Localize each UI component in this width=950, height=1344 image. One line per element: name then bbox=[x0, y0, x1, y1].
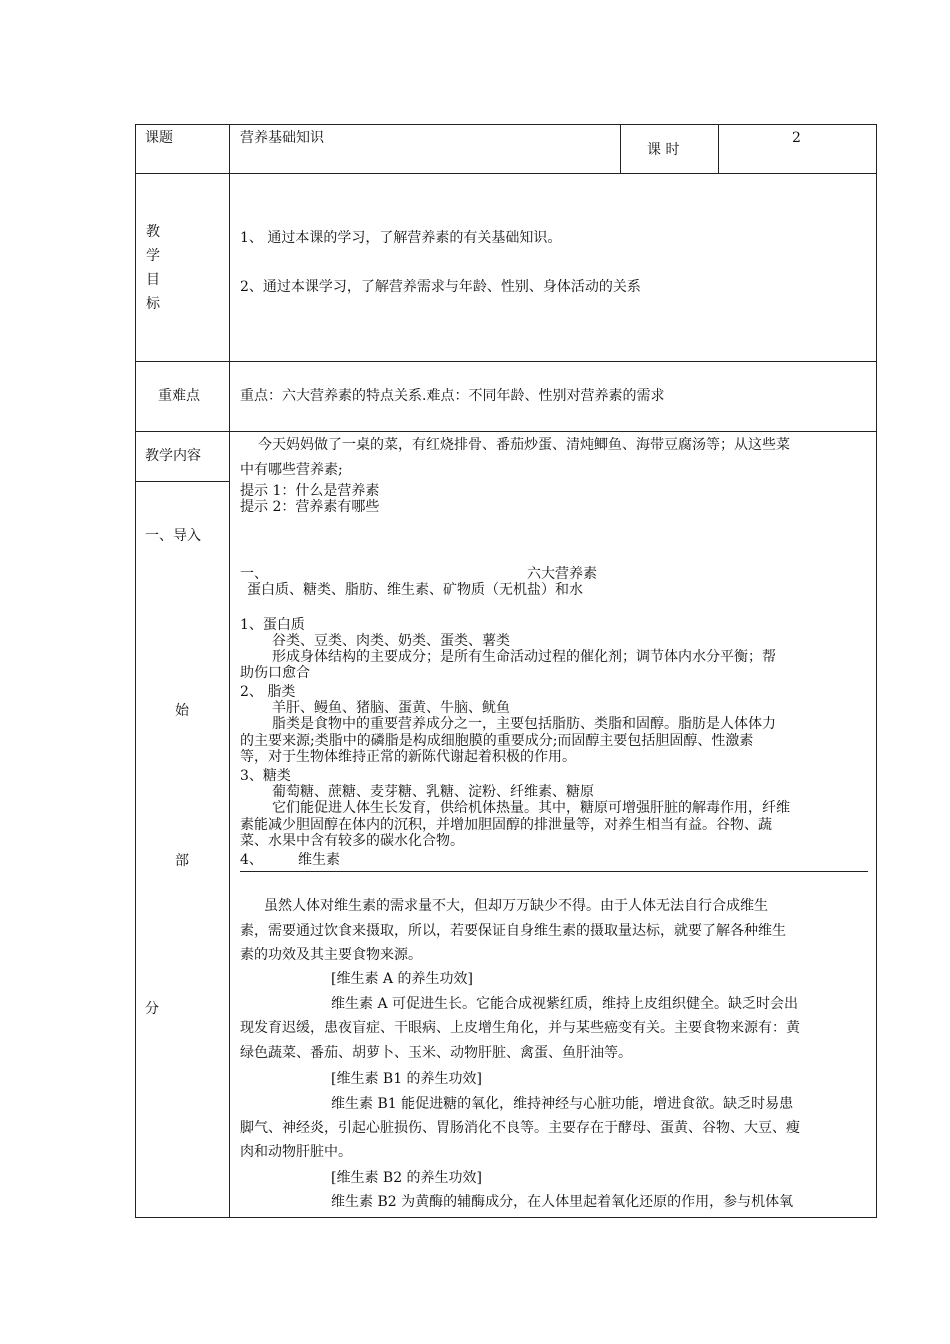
table-column-divider bbox=[229, 124, 230, 1218]
vitamin-b1-heading: [维生素 B1 的养生功效] bbox=[331, 1071, 483, 1087]
intro-paragraph-line-1: 今天妈妈做了一桌的菜，有红烧排骨、番茄炒蛋、清炖鲫鱼、海带豆腐汤等；从这些菜 bbox=[258, 437, 790, 453]
protein-desc-line-1: 形成身体结构的主要成分；是所有生命活动过程的催化剂；调节体内水分平衡；帮 bbox=[272, 649, 776, 665]
key-points-text: 重点：六大营养素的特点关系.难点：不同年龄、性别对营养素的需求 bbox=[240, 388, 665, 404]
vitamin-a-line-2: 现发育迟缓，患夜盲症、干眼病、上皮增生角化，并与某些癌变有关。主要食物来源有：黄 bbox=[240, 1020, 800, 1036]
hint-2: 提示 2：营养素有哪些 bbox=[240, 499, 380, 515]
sugar-desc-line-1: 它们能促进人体生长发育，供给机体热量。其中，糖原可增强肝脏的解毒作用，纤维 bbox=[272, 800, 790, 816]
table-border-bottom bbox=[135, 1217, 877, 1218]
side-label-section: 分 bbox=[145, 1001, 159, 1017]
vitamin-b2-heading: [维生素 B2 的养生功效] bbox=[331, 1170, 483, 1186]
hint-1: 提示 1：什么是营养素 bbox=[240, 483, 380, 499]
table-border-left bbox=[135, 124, 136, 1218]
protein-title: 1、蛋白质 bbox=[240, 617, 305, 633]
vitamin-intro-line-1: 虽然人体对维生素的需求量不大，但却万万缺少不得。由于人体无法自行合成维生 bbox=[264, 898, 768, 914]
sugar-title: 3、糖类 bbox=[240, 768, 291, 784]
goals-label bbox=[146, 220, 162, 316]
hours-label: 课 时 bbox=[647, 142, 680, 158]
protein-foods: 谷类、豆类、肉类、奶类、蛋类、薯类 bbox=[272, 633, 510, 649]
goals-label-char: 教 bbox=[146, 224, 160, 240]
label-cell-divider bbox=[135, 481, 230, 482]
goals-label-char: 目 bbox=[146, 272, 160, 288]
vitamin-a-heading: [维生素 A 的养生功效] bbox=[331, 971, 473, 987]
fat-title: 2、 脂类 bbox=[240, 684, 296, 700]
header-divider-2 bbox=[718, 124, 719, 173]
content-label: 教学内容 bbox=[145, 448, 201, 464]
row-divider-1 bbox=[135, 173, 877, 174]
hours-value: 2 bbox=[792, 130, 801, 146]
topic-label: 课题 bbox=[145, 130, 173, 146]
row-divider-3 bbox=[135, 431, 877, 432]
goal-item-2: 2、通过本课学习，了解营养需求与年龄、性别、身体活动的关系 bbox=[240, 279, 641, 295]
row-divider-2 bbox=[135, 361, 877, 362]
goals-label-char: 学 bbox=[146, 248, 160, 264]
vitamin-underline bbox=[240, 871, 868, 872]
vitamin-b1-line-1: 维生素 B1 能促进糖的氧化，维持神经与心脏功能，增进食欲。缺乏时易患 bbox=[331, 1096, 794, 1112]
vitamin-b1-line-3: 肉和动物肝脏中。 bbox=[240, 1144, 352, 1160]
topic-value: 营养基础知识 bbox=[240, 130, 324, 146]
vitamin-title-number: 4、 bbox=[240, 852, 263, 868]
side-label-part: 部 bbox=[175, 853, 189, 869]
sugar-desc-line-2: 素能减少胆固醇在体内的沉积，并增加胆固醇的排泄量等，对养生相当有益。谷物、蔬 bbox=[240, 817, 772, 833]
goals-label-char: 标 bbox=[146, 296, 160, 312]
key-points-label: 重难点 bbox=[158, 388, 200, 404]
table-border-top bbox=[135, 124, 877, 125]
section-number: 一、 bbox=[240, 566, 268, 582]
sugar-desc-line-3: 菜、水果中含有较多的碳水化合物。 bbox=[240, 833, 464, 849]
vitamin-b2-line-1: 维生素 B2 为黄酶的辅酶成分，在人体里起着氧化还原的作用，参与机体氧 bbox=[331, 1194, 794, 1210]
vitamin-a-line-3: 绿色蔬菜、番茄、胡萝卜、玉米、动物肝脏、禽蛋、鱼肝油等。 bbox=[240, 1045, 632, 1061]
fat-desc-line-3: 等，对于生物体维持正常的新陈代谢起着积极的作用。 bbox=[240, 749, 576, 765]
header-divider-1 bbox=[620, 124, 621, 173]
intro-paragraph-line-2: 中有哪些营养素; bbox=[240, 462, 343, 478]
vitamin-intro-line-2: 素，需要通过饮食来摄取，所以，若要保证自身维生素的摄取量达标，就要了解各种维生 bbox=[240, 923, 786, 939]
six-nutrients-list: 蛋白质、糖类、脂肪、维生素、矿物质（无机盐）和水 bbox=[247, 582, 583, 598]
section-title: 六大营养素 bbox=[527, 566, 597, 582]
vitamin-title: 维生素 bbox=[298, 852, 340, 868]
side-label-start: 始 bbox=[175, 703, 189, 719]
fat-foods: 羊肝、鳗鱼、猪脑、蛋黄、牛脑、鱿鱼 bbox=[272, 700, 510, 716]
fat-desc-line-1: 脂类是食物中的重要营养成分之一，主要包括脂肪、类脂和固醇。脂肪是人体体力 bbox=[272, 716, 776, 732]
vitamin-b1-line-2: 脚气、神经炎，引起心脏损伤、胃肠消化不良等。主要存在于酵母、蛋黄、谷物、大豆、瘦 bbox=[240, 1120, 800, 1136]
intro-label: 一、导入 bbox=[145, 528, 201, 544]
sugar-foods: 葡萄糖、蔗糖、麦芽糖、乳糖、淀粉、纤维素、糖原 bbox=[272, 784, 594, 800]
vitamin-intro-line-3: 素的功效及其主要食物来源。 bbox=[240, 947, 422, 963]
table-border-right bbox=[876, 124, 877, 1218]
goal-item-1: 1、 通过本课的学习，了解营养素的有关基础知识。 bbox=[240, 230, 562, 246]
vitamin-a-line-1: 维生素 A 可促进生长。它能合成视紫红质，维持上皮组织健全。缺乏时会出 bbox=[331, 996, 799, 1012]
protein-desc-line-2: 助伤口愈合 bbox=[240, 665, 310, 681]
fat-desc-line-2: 的主要来源;类脂中的磷脂是构成细胞膜的重要成分;而固醇主要包括胆固醇、性激素 bbox=[240, 733, 754, 749]
